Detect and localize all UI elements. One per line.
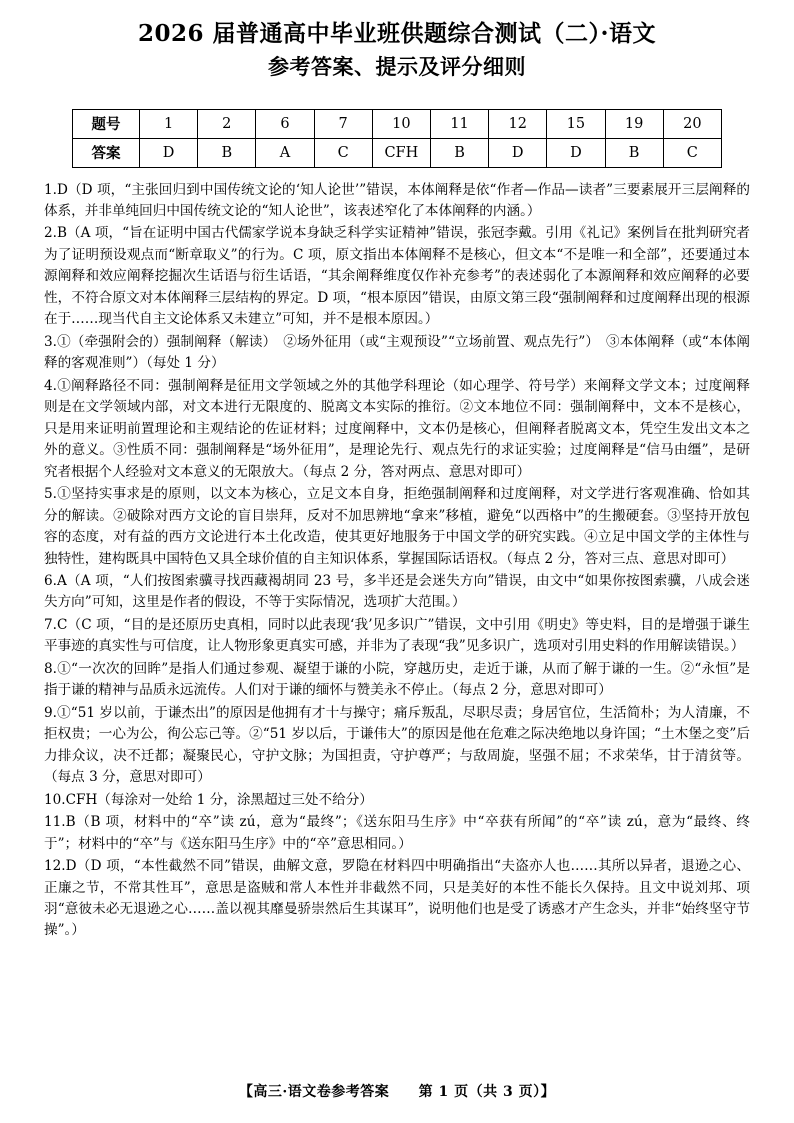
explanation-text: 5.①坚持实事求是的原则，以文本为核心，立足文本自身，拒绝强制阐释和过度阐释，对文学进行客观准确、恰如其分的解读。②破除对西方文论的盲目崇拜，反对不加思辨地“拿来”移植，避免“以西格中”的生搬硬套。③坚持开放包容的态度，对有益的西方文论进行本土化改造，使其更好地服务于中国文学的研究实践。④立足中国文学的主体性与独特性，建构既具中国特色又具全球价值的自主知识体系，掌握国际话语权。（每点 2 分，答对三点、意思对即可） [44,486,750,567]
explanation-text: 10.CFH（每涂对一处给 1 分，涂黑超过三处不给分） [44,791,373,808]
table-cell-question: 11 [430,109,488,138]
table-cell-answer: D [489,138,547,167]
footer-label: 【高三·语文卷参考答案 [238,1084,390,1100]
explanation-text: 3.①（牵强附会的）强制阐释（解读） ②场外征用（或“主观预设”“立场前置、观点先行”） ③本体阐释（或“本体阐释的客观准则”）（每处 1 分） [44,333,750,372]
explanation-item [44,615,750,658]
explanation-text: 1.D（D 项，“主张回归到中国传统文论的‘知人论世’”错误，本体阐释是依“作者—作品—读者”三要素展开三层阐释的体系，并非单纯回归中国传统文论的“知人论世”，该表述窄化了本体阐释的内涵。） [44,181,750,220]
page-footer [0,1081,794,1101]
explanation-item [44,812,750,855]
table-cell-question: 1 [140,109,198,138]
footer-page-number: 第 1 页（共 3 页）】 [418,1084,556,1100]
table-cell-question: 6 [256,109,314,138]
explanation-item [44,332,750,375]
table-cell-question: 19 [605,109,663,138]
explanation-text: 6.A（A 项，“人们按图索骥寻找西藏褐胡同 23 号，多半还是会迷失方向”错误，由文中“如果你按图索骥，八成会迷失方向”可知，这里是作者的假设，不等于实际情况，选项扩大范围。） [44,572,750,611]
table-row-answers [73,138,722,167]
table-cell-answer: B [198,138,256,167]
explanation-item [44,790,750,811]
explanation-item [44,484,750,570]
title-main: 2026 届普通高中毕业班供题综合测试（二）·语文 [137,20,657,47]
explanation-text: 12.D（D 项，“本性截然不同”错误，曲解文意，罗隐在材料四中明确指出“夫盗亦人也……其所以异者，退逊之心、正廉之节，不常其性耳”，意思是盗贼和常人本性并非截然不同，只是美好的本性不能长久保持。且文中说刘邦、项羽“意彼未必无退逊之心……盖以视其靡曼骄崇然后生其谋耳”，说明他们也是受了诱惑才产生念头，并非“始终坚守节操”。） [44,858,750,939]
explanation-text: 9.①“51 岁以前，于谦杰出”的原因是他拥有才十与操守；痛斥叛乱，尽职尽责；身居官位，生活简朴；为人清廉，不拒权贵；一心为公，徇公忘己等。②“51 岁以后，于谦伟大”的原因是他在危难之际决绝地以身许国；“土木堡之变”后力排众议，决不迁都；凝聚民心，守护文脉；为国担责，守护尊严；与敌周旋，坚强不屈；不求荣华，甘于清贫等。（每点 3 分，意思对即可） [44,704,750,786]
explanation-text: 2.B（A 项，“旨在证明中国古代儒家学说本身缺乏科学实证精神”错误，张冠李戴。引用《礼记》案例旨在批判研究者为了证明预设观点而“断章取义”的行为。C 项，原文指出本体阐释不是核心，但文本“不是唯一和全部”，还要通过本源阐释和效应阐释挖掘次生话语与衍生话语，“其余阐释维度仅作补充参考”的表述弱化了本源阐释和效应阐释的必要性，不符合原文对本体阐释三层结构的界定。D 项，“根本原因”错误，由原文第三段“强制阐释和过度阐释出现的根源在于……现当代自主文论体系又未建立”可知，并不是根本原因。） [44,225,750,328]
row-header-question: 题号 [73,109,140,138]
table-cell-question: 15 [547,109,605,138]
table-cell-answer: D [547,138,605,167]
table-cell-answer: B [430,138,488,167]
page-title [44,18,750,83]
explanation-item [44,223,750,330]
table-cell-question: 2 [198,109,256,138]
explanation-item [44,703,750,789]
table-cell-answer: B [605,138,663,167]
table-cell-question: 20 [663,109,721,138]
explanation-item [44,856,750,942]
answer-explanations [44,180,750,942]
explanation-item [44,571,750,614]
table-row-questions [73,109,722,138]
title-sub: 参考答案、提示及评分细则 [268,54,526,80]
explanation-text: 4.①阐释路径不同：强制阐释是征用文学领域之外的其他学科理论（如心理学、符号学）来阐释文学文本；过度阐释则是在文学领域内部，对文本进行无限度的、脱离文本实际的推衍。②文本地位不同：强制阐释中，文本不是核心，只是用来证明前置理论和主观结论的佐证材料；过度阐释中，文本仍是核心，但阐释者脱离文本，凭空生发出文本之外的意义。③性质不同：强制阐释是“场外征用”，是理论先行、观点先行的求证实验；过度阐释是“信马由缰”，是研究者根据个人经验对文本意义的无限放大。（每点 2 分，答对两点、意思对即可） [44,377,750,480]
explanation-item [44,376,750,483]
explanation-text: 7.C（C 项，“目的是还原历史真相，同时以此表现‘我’见多识广”错误，文中引用《明史》等史料，目的是增强于谦生平事迹的真实性与可信度，让人物形象更真实可感，并非为了表现“我”见多识广，选项对引用史料的作用解读错误。） [44,616,750,655]
table-cell-answer: C [663,138,721,167]
row-header-answer: 答案 [73,138,140,167]
answer-key-table [72,109,722,168]
table-cell-answer: C [314,138,372,167]
table-cell-answer: CFH [372,138,430,167]
table-cell-question: 10 [372,109,430,138]
table-cell-answer: D [140,138,198,167]
table-cell-question: 12 [489,109,547,138]
explanation-text: 8.①“一次次的回眸”是指人们通过参观、凝望于谦的小院，穿越历史，走近于谦，从而了解于谦的一生。②“永恒”是指于谦的精神与品质永远流传。人们对于谦的缅怀与赞美永不停止。（每点 2 分，意思对即可） [44,660,750,699]
table-cell-question: 7 [314,109,372,138]
table-cell-answer: A [256,138,314,167]
explanation-item [44,180,750,223]
explanation-item [44,659,750,702]
explanation-text: 11.B（B 项，材料中的“卒”读 zú，意为“最终”；《送东阳马生序》中“卒获有所闻”的“卒”读 zú，意为“最终、终于”；材料中的“卒”与《送东阳马生序》中的“卒”意思相同。） [44,814,750,852]
